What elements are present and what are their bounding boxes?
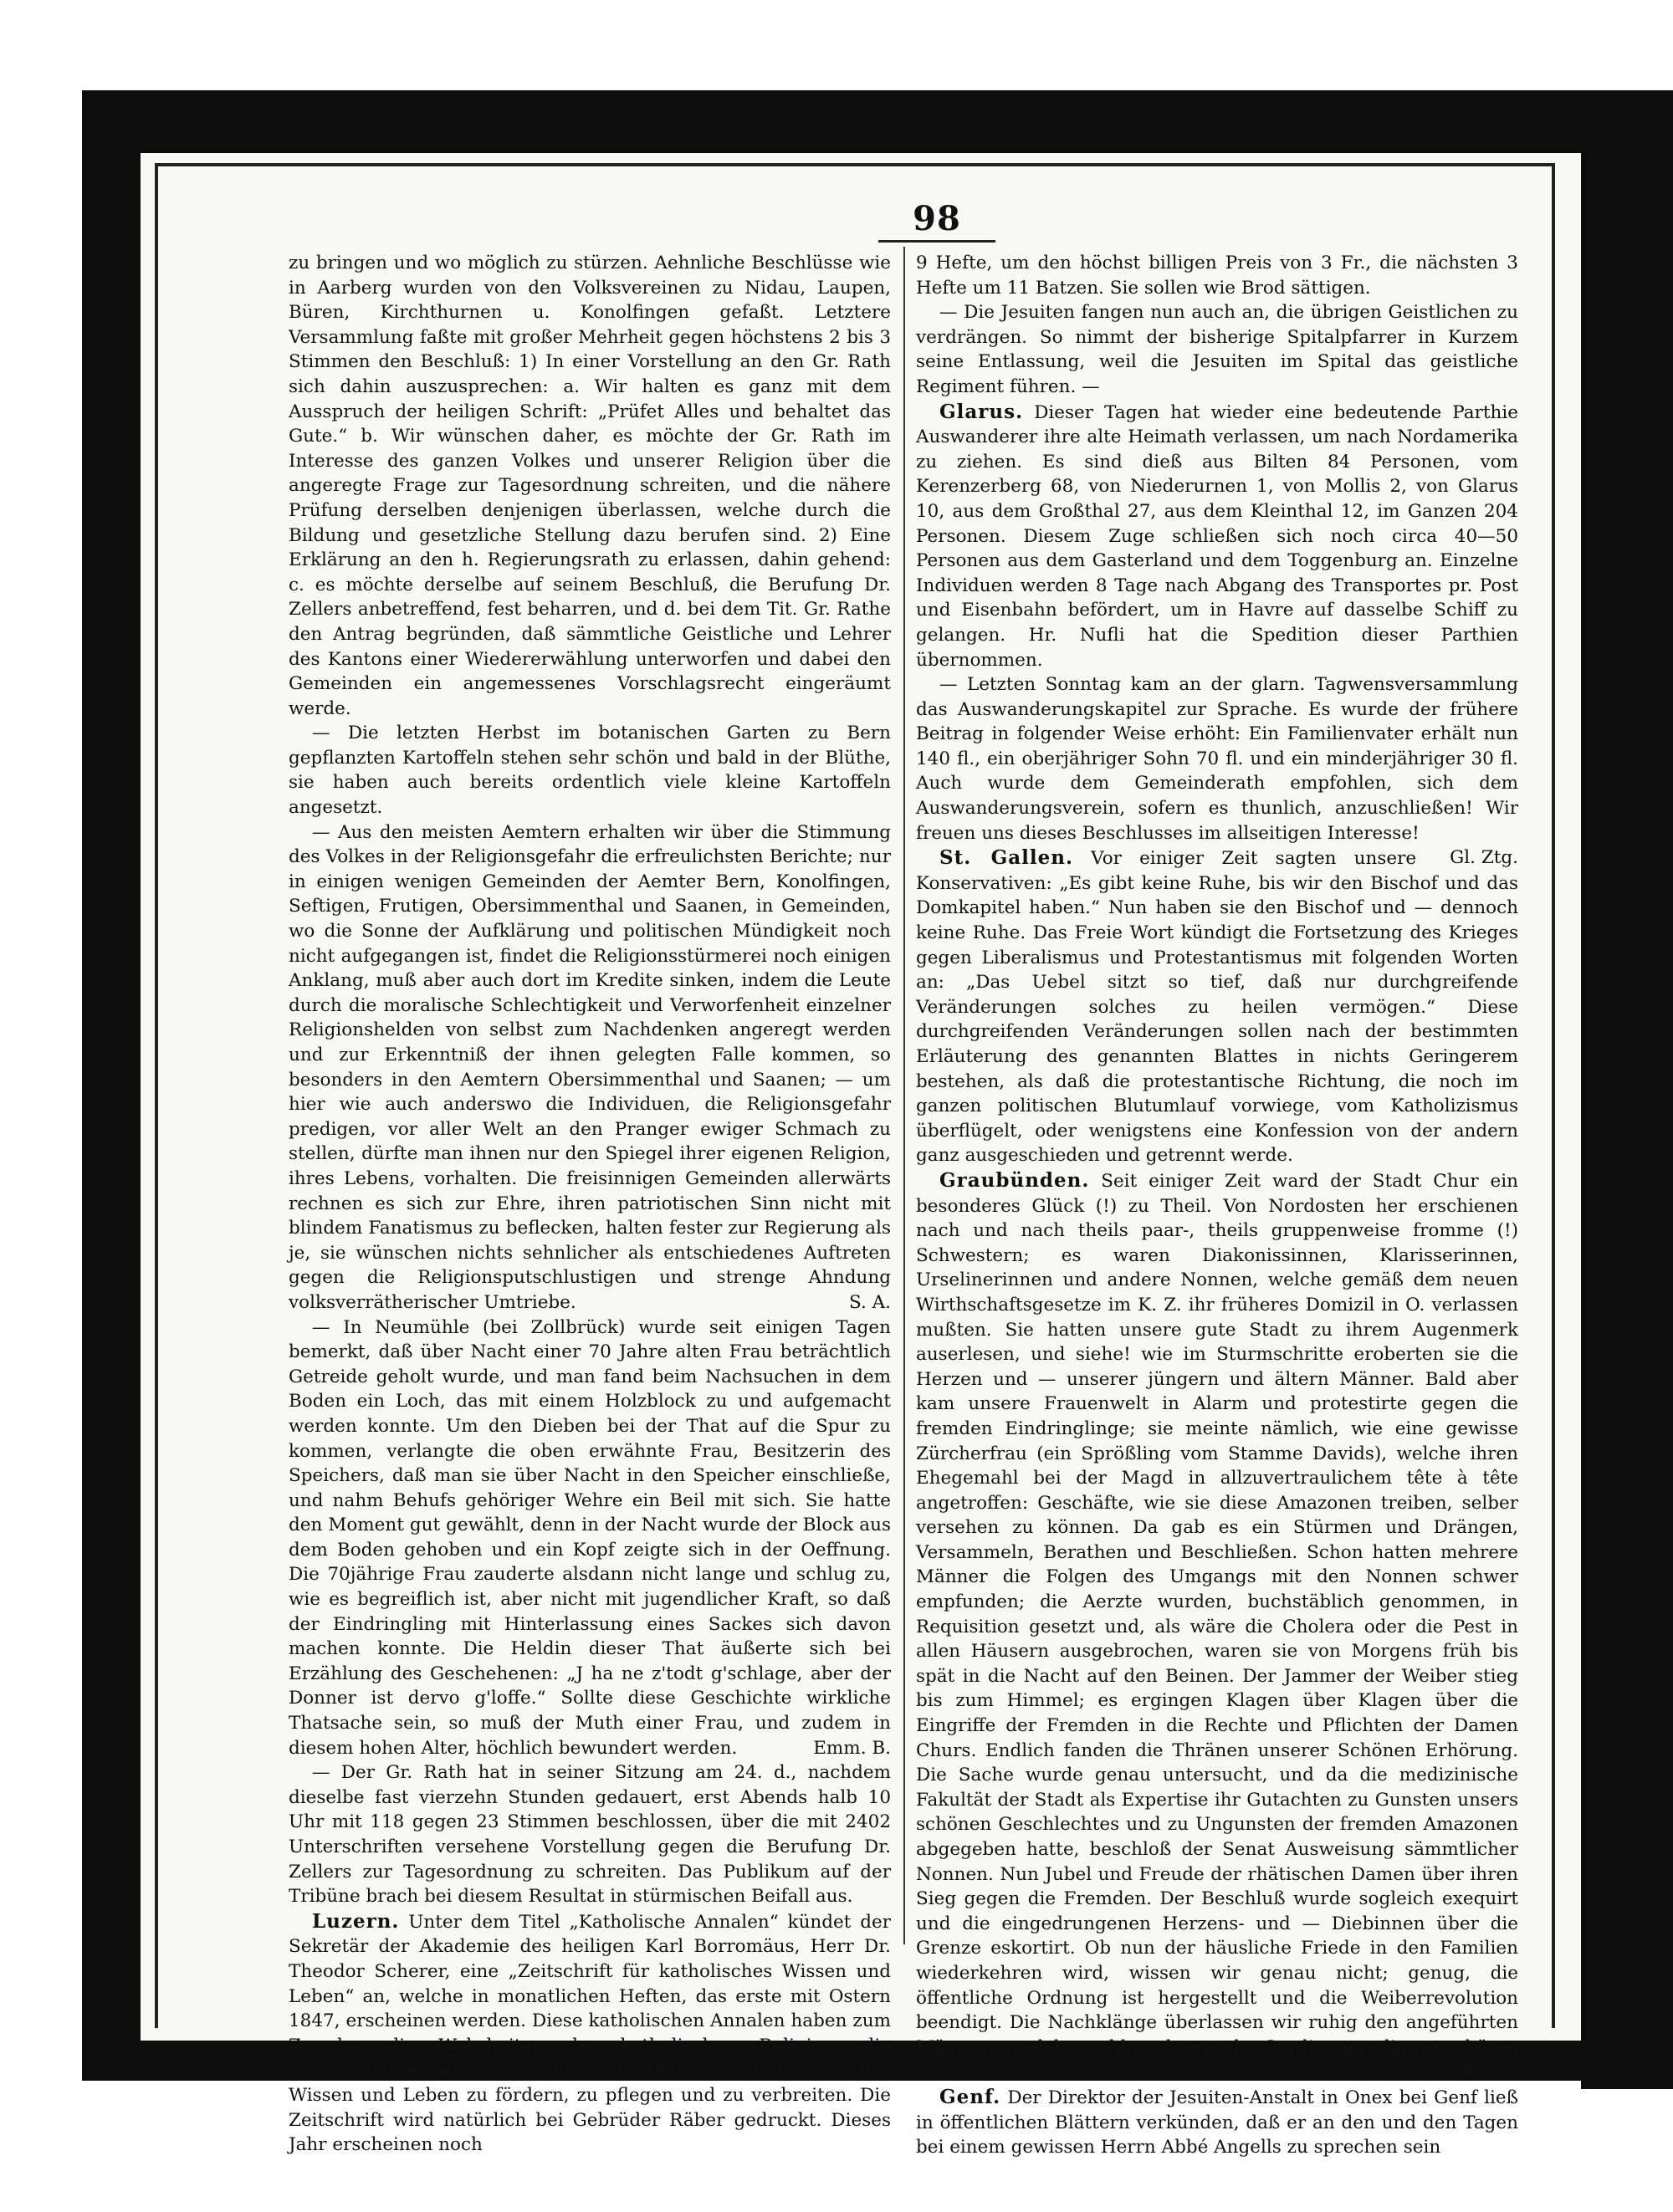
section-heading: Luzern. bbox=[312, 1909, 400, 1933]
section-heading: Graubünden. bbox=[939, 1168, 1090, 1192]
paragraph-text: — Aus den meisten Aemtern erhalten wir über die Stimmung des Volkes in der Religionsgefahr die erfreulichsten Berichte; nur in einigen wenigen Gemeinden der Aemter Bern, Konolfingen, Seftigen, Frutigen, Obersimmenthal und Saanen, in Gemeinden, wo die Sonne der Aufklärung und politischen Mündigkeit noch nicht aufgegangen ist, findet die Religionsstürmerei noch einigen Anklang, muß aber auch dort im Kredite sinken, indem die Leute durch die moralische Schlechtigkeit und Verworfenheit einzelner Religionshelden von selbst zum Nachdenken angeregt werden und zur Erkenntniß der ihnen gelegten Falle kommen, so besonders in den Aemtern Obersimmenthal und Saanen; — um hier wie auch anderswo die Individuen, die Religionsgefahr predigen, vor aller Welt an den Pranger ewiger Schmach zu stellen, dürfte man ihnen nur den Spiegel ihrer eigenen Religion, ihres Lebens, vorhalten. Die freisinnigen Gemeinden allerwärts rechnen es sich zur Ehre, ihren patriotischen Sinn nicht mit blindem Fanatismus zu beflecken, halten fester zur Regierung als je, sie wünschen nichts sehnlicher als entschiedenes Auftreten gegen die Religionsputschlustigen und strenge Ahndung volksverrätherischer Umtriebe. bbox=[289, 821, 891, 1313]
source-attribution: Fr. St. bbox=[1462, 2061, 1518, 2083]
article-paragraph bbox=[916, 845, 1518, 1168]
paragraph-text: — Letzten Sonntag kam an der glarn. Tagwensversammlung das Auswanderungskapitel zur Sprache. Es wurde der frühere Beitrag in folgender Weise erhöht: Ein Familienvater erhält nun 140 fl., ein oberjähriger Sohn 70 fl. und ein minderjähriger 30 fl. Auch wurde dem Gemeinderath empfohlen, sich dem Auswanderungsverein, sofern es thunlich, anzuschließen! Wir freuen uns dieses Beschlusses im allseitigen Interesse! bbox=[916, 674, 1518, 844]
paragraph-text: Der Direktor der Jesuiten-Anstalt in Onex bei Genf ließ in öffentlichen Blättern verkünden, daß er an den und den Tagen bei einem gewissen Herrn Abbé Angells zu sprechen sein bbox=[916, 2087, 1518, 2158]
article-paragraph bbox=[916, 251, 1518, 300]
paragraph-text: — In Neumühle (bei Zollbrück) wurde seit einigen Tagen bemerkt, daß über Nacht einer 70 Jahre alten Frau beträchtlich Getreide geholt wurde, und man fand beim Nachsuchen in dem Boden ein Loch, das mit einem Holzblock zu und aufgemacht werden konnte. Um den Dieben bei der That auf die Spur zu kommen, verlangte die oben erwähnte Frau, Besitzerin des Speichers, daß man sie über Nacht in den Speicher einschließe, und nahm Behufs gehöriger Wehre ein Beil mit sich. Sie hatte den Moment gut gewählt, denn in der Nacht wurde der Block aus dem Boden gehoben und ein Kopf zeigte sich in der Oeffnung. Die 70jährige Frau zauderte alsdann nicht lange und schlug zu, wie es begreiflich ist, aber nicht mit jugendlicher Kraft, so daß der Eindringling mit Hinterlassung eines Sackes sich davon machen konnte. Die Heldin dieser That äußerte sich bei Erzählung des Geschehenen: „J ha ne z'todt g'schlage, aber der Donner ist dervo g'loffe.“ Sollte diese Geschichte wirkliche Thatsache sein, so muß der Muth einer Frau, und zudem in diesem hohen Alter, höchlich bewundert werden. bbox=[289, 1316, 891, 1759]
source-attribution: Gl. Ztg. bbox=[1450, 847, 1518, 869]
section-heading: Genf. bbox=[939, 2085, 1001, 2108]
scan-border-top bbox=[82, 90, 1638, 153]
paragraph-text: 9 Hefte, um den höchst billigen Preis von 3 Fr., die nächsten 3 Hefte um 11 Batzen. Sie sollen wie Brod sättigen. bbox=[916, 253, 1518, 299]
left-column bbox=[289, 251, 891, 2156]
article-paragraph bbox=[289, 251, 891, 721]
article-paragraph bbox=[289, 1315, 891, 1761]
paragraph-text: — Der Gr. Rath hat in seiner Sitzung am 24. d., nachdem dieselbe fast vierzehn Stunden gedauert, erst Abends halb 10 Uhr mit 118 gegen 23 Stimmen beschlossen, über die mit 2402 Unterschriften versehene Vorstellung gegen die Berufung Dr. Zellers zur Tagesordnung zu schreiten. Das Publikum auf der Tribüne brach bei diesem Resultat in stürmischen Beifall aus. bbox=[289, 1762, 891, 1908]
right-column bbox=[916, 251, 1518, 2158]
paragraph-text: Dieser Tagen hat wieder eine bedeutende Parthie Auswanderer ihre alte Heimath verlassen, um nach Nordamerika zu ziehen. Es sind dieß aus Bilten 84 Personen, vom Kerenzerberg 68, von Niederurnen 1, von Mollis 2, von Glarus 10, aus dem Großthal 27, aus dem Kleinthal 12, im Ganzen 204 Personen. Diesem Zuge schließen sich noch circa 40—50 Personen aus dem Gasterland und dem Toggenburg an. Einzelne Individuen werden 8 Tage nach Abgang des Transportes pr. Post und Eisenbahn befördert, um in Havre auf dasselbe Schiff zu gelangen. Hr. Nufli hat die Spedition dieser Parthien übernommen. bbox=[916, 401, 1518, 671]
section-heading: Glarus. bbox=[939, 400, 1024, 423]
article-paragraph bbox=[289, 820, 891, 1315]
page-frame-rule bbox=[155, 163, 158, 2028]
column-divider bbox=[903, 247, 905, 1944]
page-number: 98 bbox=[913, 199, 961, 238]
scan-border-left bbox=[82, 90, 141, 2081]
article-paragraph bbox=[916, 300, 1518, 399]
article-paragraph bbox=[916, 2085, 1518, 2160]
paragraph-text: zu bringen und wo möglich zu stürzen. Aehnliche Beschlüsse wie in Aarberg wurden von den Volksvereinen zu Nidau, Laupen, Büren, Kirchthurnen u. Konolfingen gefaßt. Letztere Versammlung faßte mit großer Mehrheit gegen höchstens 2 bis 3 Stimmen den Beschluß: 1) In einer Vorstellung an den Gr. Rath sich dahin auszusprechen: a. Wir halten es ganz mit dem Ausspruch der heiligen Schrift: „Prüfet Alles und behaltet das Gute.“ b. Wir wünschen daher, es möchte der Gr. Rath im Interesse des ganzen Volkes und unserer Religion über die angeregte Frage zur Tagesordnung schreiten, und die nähere Prüfung derselben denjenigen überlassen, welche durch die Bildung und gesetzliche Stellung dazu berufen sind. 2) Eine Erklärung an den h. Regierungsrath zu erlassen, dahin gehend: c. es möchte derselbe auf seinem Beschluß, die Berufung Dr. Zellers anbetreffend, fest beharren, und d. bei dem Tit. Gr. Rathe den Antrag begründen, daß sämmtliche Geistliche und Lehrer des Kantons einer Wiedererwählung unterworfen und dabei den Gemeinden ein angemessenes Vorschlagsrecht eingeräumt werde. bbox=[289, 253, 891, 719]
article-paragraph bbox=[916, 400, 1518, 673]
article-paragraph bbox=[916, 1168, 1518, 2085]
article-paragraph bbox=[289, 1909, 891, 2158]
page-frame-rule bbox=[1552, 163, 1555, 2028]
article-paragraph bbox=[289, 721, 891, 820]
paragraph-text: — Die letzten Herbst im botanischen Garten zu Bern gepflanzten Kartoffeln stehen sehr schön und bald in der Blüthe, sie haben auch bereits ordentlich viele kleine Kartoffeln angesetzt. bbox=[289, 723, 891, 819]
section-heading: St. Gallen. bbox=[939, 846, 1073, 870]
paragraph-text: Seit einiger Zeit ward der Stadt Chur ein besonderes Glück (!) zu Theil. Von Nordosten her erschienen nach und nach theils paar-, theils gruppenweise fromme (!) Schwestern; es waren Diakonissinnen, Klarisserinnen, Urselinerinnen und andere Nonnen, welche gemäß dem neuen Wirthschaftsgesetze im K. Z. ihr früheres Domizil in O. verlassen mußten. Sie hatten unsere gute Stadt zu ihrem Augenmerk auserlesen, und siehe! wie im Sturmschritte eroberten sie die Herzen und — unserer jüngern und ältern Männer. Bald aber kam unsere Frauenwelt in Alarm und protestirte gegen die fremden Eindringlinge; sie meinte nämlich, wie eine gewisse Zürcherfrau (ein Sprößling vom Stamme Davids), welche ihren Ehegemahl bei der Magd in allzuvertraulichem tête à tête angetroffen: Geschäfte, wie sie diese Amazonen treiben, selber versehen zu können. Da gab es ein Stürmen und Drängen, Versammeln, Berathen und Beschließen. Schon hatten mehrere Männer die Folgen des Umgangs mit den Nonnen schwer empfunden; die Aerzte wurden, buchstäblich genommen, in Requisition gesetzt und, als wäre die Cholera oder die Pest in allen Häusern ausgebrochen, waren sie von Morgens früh bis spät in die Nacht auf den Beinen. Der Jammer der Weiber stieg bis zum Himmel; es ergingen Klagen über Klagen über die Eingriffe der Fremden in die Rechte und Pflichten der Damen Churs. Endlich fanden die Thränen unserer Schönen Erhörung. Die Sache wurde genau untersucht, und da die medizinische Fakultät der Stadt als Expertise ihr Gutachten zu Gunsten unsers schönen Geschlechtes und zu Ungunsten der fremden Amazonen abgegeben hatte, beschloß der Senat Ausweisung sämmtlicher Nonnen. Nun Jubel und Freude der rhätischen Damen über ihren Sieg gegen die Fremden. Der Beschluß wurde sogleich exequirt und die eingedrungenen Herzens- und — Diebinnen über die Grenze eskortirt. Ob nun der häusliche Friede in den Familien wiederkehren wird, wissen wir genau nicht; genug, die öffentliche Ordnung ist hergestellt und die Weiberrevolution beendigt. Die Nachklänge überlassen wir ruhig den angeführten Männern, welche wohl noch manche Gardinenpredigt anzuhören haben werden. bbox=[916, 1170, 1518, 2083]
page-frame-rule bbox=[155, 163, 1555, 166]
scan-border-right bbox=[1581, 90, 1673, 2089]
source-attribution: Emm. B. bbox=[813, 1737, 891, 1759]
source-attribution: S. A. bbox=[849, 1291, 891, 1313]
paragraph-text: Unter dem Titel „Katholische Annalen“ kündet der Sekretär der Akademie des heiligen Karl Borromäus, Herr Dr. Theodor Scherer, eine „Zeitschrift für katholisches Wissen und Leben“ an, welche in monatlichen Heften, das erste mit Ostern 1847, erscheinen werden. Diese katholischen Annalen haben zum Zwecke: die Wahrheiten der katholischen Religion, die Grundsätze des Rechtes, den katholischen Glauben, katholisches Wissen und Leben zu fördern, zu pflegen und zu verbreiten. Die Zeitschrift wird natürlich bei Gebrüder Räber gedruckt. Dieses Jahr erscheinen noch bbox=[289, 1911, 891, 2156]
article-paragraph bbox=[289, 1760, 891, 1909]
paragraph-text: Vor einiger Zeit sagten unsere Konservativen: „Es gibt keine Ruhe, bis wir den Bischof und das Domkapitel haben.“ Nun haben sie den Bischof und — dennoch keine Ruhe. Das Freie Wort kündigt die Fortsetzung des Krieges gegen Liberalismus und Protestantismus mit folgenden Worten an: „Das Uebel sitzt so tief, daß nur durchgreifende Veränderungen solches zu heilen vermögen.“ Diese durchgreifenden Veränderungen sollen nach der bestimmten Erläuterung des genannten Blattes in nichts Geringerem bestehen, als daß die protestantische Richtung, die noch im ganzen politischen Blutumlauf vorwiege, vom Katholizismus überflügelt, oder wenigstens eine Konfession von der andern ganz ausgeschieden und getrennt werde. bbox=[916, 848, 1518, 1167]
paragraph-text: — Die Jesuiten fangen nun auch an, die übrigen Geistlichen zu verdrängen. So nimmt der bisherige Spitalpfarrer in Kurzem seine Entlassung, weil die Jesuiten im Spital das geistliche Regiment führen. — bbox=[916, 302, 1518, 397]
header-rule bbox=[878, 240, 995, 243]
